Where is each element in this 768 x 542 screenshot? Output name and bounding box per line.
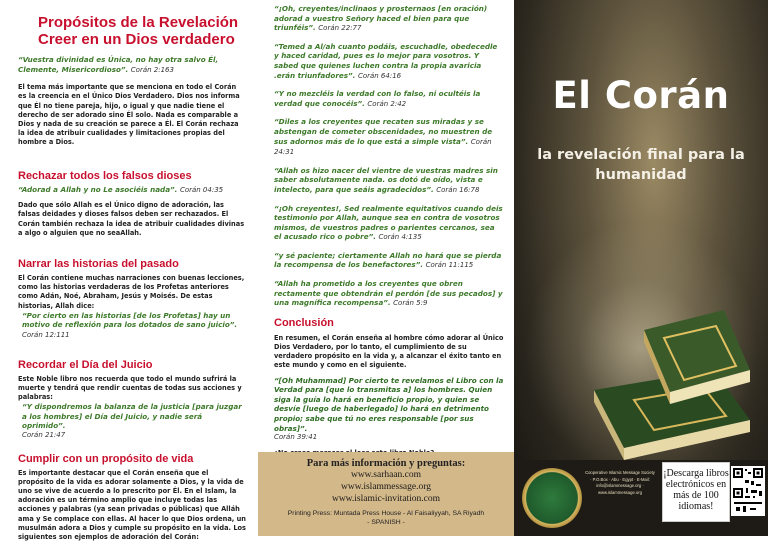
link-islammessage[interactable]: www.islammessage.org [341,482,431,492]
section-body-life-purpose: Es importante destacar que el Corán enseña que el propósito de la vida es adorar solamente a Dios, y la vida de uno se vive de acuerdo a lo prescrito por Él. En el Islam, la adoración es un término amplio que incluye todas las acciones y palabras (ya sean privadas o públicas) que Alláh ama y Se complace con ellas. Al hacer lo que Dios ordena, un musulmán adora a Dios y cumple su propósito en la vida. Los siguientes son ejemplos de adoración del Corán: [18,468,246,542]
quote-16-78 [274,166,504,196]
quote-text: “Allah ha prometido a los creyentes que obren rectamente que obtendrán el perdón [de sus pecados] y una magnífica recompensa”. [274,279,503,308]
quote-2-163 [18,55,246,75]
quote-text: “Diles a los creyentes que recaten sus miradas y se abstengan de cometer obscenidades, no muestren de sus adornos más de lo que está a simple vista”. [274,117,493,146]
quote-ref: Corán 39:41 [274,433,318,442]
section-title-false-gods: Rechazar todos los falsos dioses [18,169,192,182]
quote-22-77 [274,4,504,34]
quote-64-16 [274,42,504,81]
quote-ref: Corán 16:78 [436,185,480,194]
quote-4-135 [274,204,504,243]
language-label: - SPANISH - [367,519,405,526]
section-body-conclusion: En resumen, el Corán enseña al hombre cómo adorar al Único Dios Verdadero, por lo tanto, el cumplimiento de su verdadero propósito en la vida y, a alcanzar el éxito tanto en este mundo y como en el siguiente. [274,333,504,370]
middle-panel [258,0,514,536]
quote-ref: Corán 04:35 [179,185,224,194]
section-body-purposes: El tema más importante que se menciona en todo el Corán es la creencia en el Único Dios Verdadero. Dios nos informa que Él no tiene pareja, hijo, o igual y que nadie tiene el derecho de ser adorado sino Él solo. Nada es comparable a Dios y nada de su creación se parece a Él. El Corán rechaza la idea de atribuir cualidades y limitaciones propias del hombre a Dios. [18,83,240,147]
section-body-judgment-day: Este Noble libro nos recuerda que todo el mundo sufrirá la muerte y tendrá que rendir cuentas de todas sus acciones y palabras: [18,374,242,402]
cover-subtitle: la revelación final para la humanidad [537,147,745,183]
quote-ref: Corán 2:42 [367,99,407,108]
link-sarhaan[interactable]: www.sarhaan.com [350,470,422,480]
section-title-conclusion: Conclusión [274,316,334,329]
quote-ref: Corán 21:47 [22,431,66,439]
quote-text: “Y no mezcléis la verdad con lo falso, ni ocultéis la verdad que conocéis”. [274,89,481,108]
quote-21-47 [22,402,246,440]
quote-text: “Vuestra divinidad es Única, no hay otra salvo Él, Clemente, Misericordioso”. [18,55,219,74]
quote-text: “Temed a Al/ah cuanto podáis, escuchadle, obedecedle y haced caridad, pues es lo mejor para vosotros. Y sabed que quienes luchen contra la propia avaricia .erán triunfadores”. [274,41,498,80]
quote-text: “Allah os hizo nacer del vientre de vuestras madres sin saber absolutamente nada. os dotó de oído, vista e intelecto, para que seáis agradecidos”. [274,165,498,194]
quote-text: “[Oh Muhammad] Por cierto te revelamos el Libro con la Verdad para [que lo transmitas a] los hombres. Quien siga la guía lo hará en beneficio propio, y quien se desvíe [luego de haberlegado] lo hará en detrimento propio; sabe que tú no eres responsable [por sus obras]”. [274,375,504,433]
quote-text: “y sé paciente; ciertamente Allah no hará que se pierda la recompensa de los benefactores”. [274,250,502,270]
quote-11-115 [274,251,504,271]
quote-text: “Adorad a Allah y no Le asociéis nada”. [18,184,178,194]
quote-ref: Corán 24:31 [274,137,492,157]
section-title-purposes: Propósitos de la Revelación Creer en un Dios verdadero [38,14,239,48]
quote-ref: Corán 4:135 [378,233,422,242]
quote-text: “¡Oh, creyentes/inclinaos y prosternaos [en oración) adorad a vuestro Señory haced el bien para que triunféis”. [274,4,488,33]
quote-text: “Y dispondremos la balanza de la justicia [para juzgar a los hombres] el Día del Juicio, y nadie será oprimido”. [22,402,242,431]
link-islamic-invitation[interactable]: www.islamic-invitation.com [331,494,441,504]
quote-24-31 [274,117,504,157]
quote-text: “Por cierto en las historias [de los Profetas] hay un motivo de reflexión para los dotados de sano juicio”. [22,310,238,330]
quote-ref: Corán 11:115 [425,261,474,270]
quote-ref: Corán 5:9 [393,299,428,308]
cover-title: El Corán [552,74,730,117]
quote-ref: Corán 12:111 [22,331,70,340]
quote-ref: Corán 22:77 [318,24,362,33]
society-logo-icon [522,468,582,528]
printing-press: Printing Press: Muntada Press House - Al Faisaliyyah, SA Riyadh [287,510,485,517]
section-body-stories: El Corán contiene muchas narraciones con buenas lecciones, como las historias verdaderas de los Profetas anteriores como Adán, Noé, Abraham, Jesús y Moisés. De estas historias, Allah dice: [18,274,245,310]
quote-12-111 [22,311,246,341]
qr-code-icon[interactable] [731,466,765,516]
info-title: Para más información y preguntas: [306,458,466,469]
quote-39-41 [274,376,504,443]
quote-ref: Corán 2:163 [130,65,174,74]
left-panel [0,0,258,542]
quote-ref: Corán 64:16 [357,71,402,80]
quote-5-9 [274,279,504,309]
quote-04-35 [18,185,246,196]
section-title-judgment-day: Recordar el Día del Juicio [18,358,153,371]
section-body-false-gods: Dado que sólo Allah es el Único digno de adoración, las falsas deidades y dioses falsos deben ser rechazados. El Corán también rechaza la idea de atribuir cualidades divinas a algo o alguien que no seaAllah. [18,201,245,237]
section-title-stories: Narrar las historias del pasado [18,258,179,271]
quote-text: “¡Oh creyentes!, Sed realmente equitativos cuando deis testimonio por Allah, aunque sea en contra de vosotros mismos, de vuestros padres o parientes cercanos, sea el acusado rico o pobre”. [274,203,503,242]
contact-info-box [258,452,514,536]
organization-info: Cooperative Islamic Message Society · P.O.Box · Abu · Egypt · E-Mail: info@islammessage.org · www.islammessage.org [585,470,655,495]
cover-panel [514,0,768,536]
quote-2-42 [274,89,504,109]
section-title-life-purpose: Cumplir con un propósito de vida [18,452,194,465]
download-banner[interactable]: ¡Descarga libros electrónicos en más de 100 idiomas! [662,462,730,522]
